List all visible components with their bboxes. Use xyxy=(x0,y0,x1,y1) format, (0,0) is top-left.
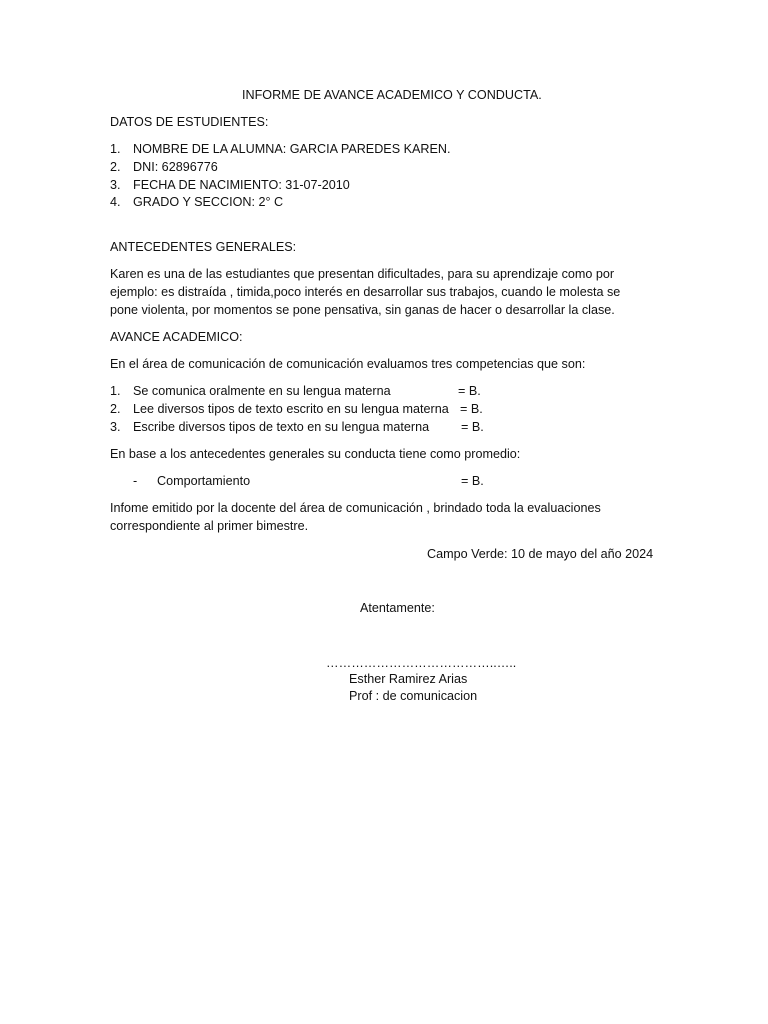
list-item-number: 2. xyxy=(110,160,121,174)
document-title: INFORME DE AVANCE ACADEMICO Y CONDUCTA. xyxy=(242,88,542,102)
list-item: NOMBRE DE LA ALUMNA: GARCIA PAREDES KAREN. xyxy=(133,142,451,156)
bullet-dash: - xyxy=(133,474,138,488)
closing-salutation: Atentamente: xyxy=(360,601,435,615)
paragraph-line: ejemplo: es distraída , timida,poco interés en desarrollar sus trabajos, cuando le molesta se xyxy=(110,285,621,299)
competencia-item: Escribe diversos tipos de texto en su lengua materna xyxy=(133,420,430,434)
list-item-number: 4. xyxy=(110,195,121,209)
competencia-item: Lee diversos tipos de texto escrito en su lengua materna xyxy=(133,402,449,416)
list-item-number: 2. xyxy=(110,402,121,416)
competencia-item: Se comunica oralmente en su lengua materna xyxy=(133,384,391,398)
paragraph-line: Infome emitido por la docente del área de comunicación , brindado toda la evaluaciones xyxy=(110,501,601,515)
antecedentes-heading: ANTECEDENTES GENERALES: xyxy=(110,240,297,254)
list-item-number: 1. xyxy=(110,142,121,156)
signer-name: Esther Ramirez Arias xyxy=(349,672,468,686)
conducta-label: Comportamiento xyxy=(157,474,251,488)
list-item-number: 3. xyxy=(110,178,121,192)
list-item: FECHA DE NACIMIENTO: 31-07-2010 xyxy=(133,178,350,192)
paragraph-line: pone violenta, por momentos se pone pensativa, sin ganas de hacer o desarrollar la clase. xyxy=(110,303,615,317)
list-item: DNI: 62896776 xyxy=(133,160,218,174)
avance-heading: AVANCE ACADEMICO: xyxy=(110,330,243,344)
place-date: Campo Verde: 10 de mayo del año 2024 xyxy=(427,547,654,561)
list-item-number: 3. xyxy=(110,420,121,434)
list-item: GRADO Y SECCION: 2° C xyxy=(133,195,284,209)
conducta-grade: = B. xyxy=(461,474,484,488)
datos-heading: DATOS DE ESTUDIENTES: xyxy=(110,115,269,129)
signer-role: Prof : de comunicacion xyxy=(349,689,478,703)
paragraph-line: correspondiente al primer bimestre. xyxy=(110,519,309,533)
signature-line: …………………………………..….. xyxy=(326,656,517,670)
competencia-grade: = B. xyxy=(461,420,484,434)
competencia-grade: = B. xyxy=(458,384,481,398)
list-item-number: 1. xyxy=(110,384,121,398)
competencia-grade: = B. xyxy=(460,402,483,416)
paragraph-line: Karen es una de las estudiantes que presentan dificultades, para su aprendizaje como por xyxy=(110,267,615,281)
avance-intro: En el área de comunicación de comunicación evaluamos tres competencias que son: xyxy=(110,357,586,371)
conducta-intro: En base a los antecedentes generales su conducta tiene como promedio: xyxy=(110,447,521,461)
